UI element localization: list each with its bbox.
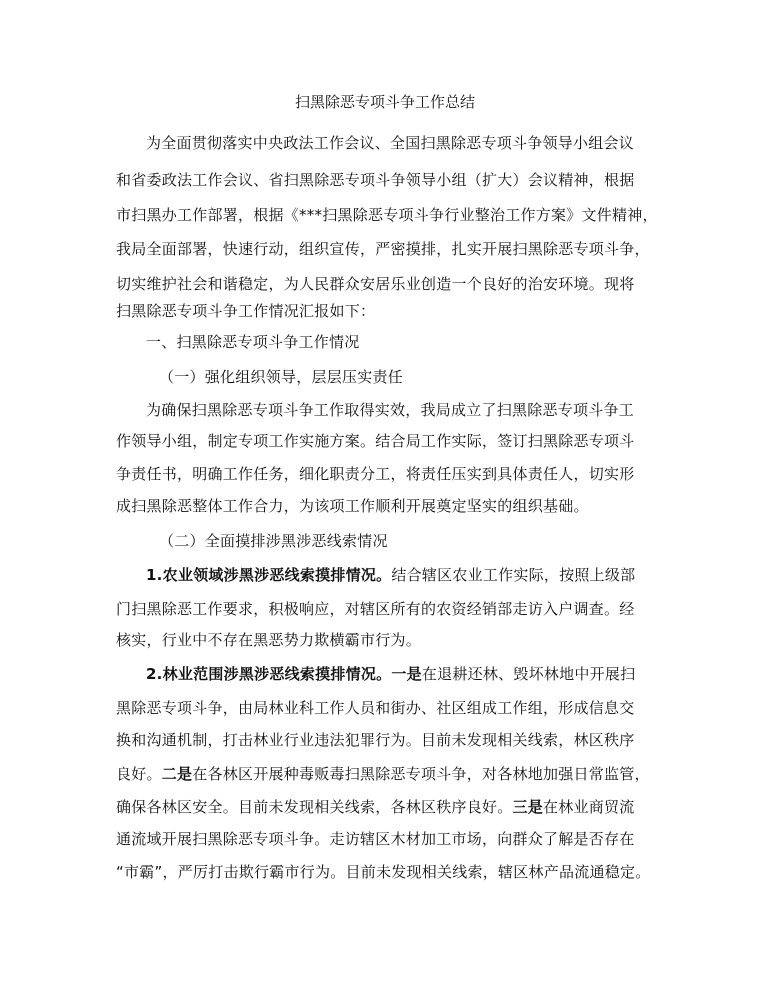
paragraph-line: “市霸”，严厉打击欺行霸市行为。目前未发现相关线索，辖区林产品流通稳定。 — [116, 863, 651, 881]
paragraph-line: 和省委政法工作会议、省扫黑除恶专项斗争领导小组（扩大）会议精神，根据 — [116, 171, 635, 189]
point-label: 三是 — [512, 798, 544, 816]
paragraph-line: 为确保扫黑除恶专项斗争工作取得实效，我局成立了扫黑除恶专项斗争工 — [146, 401, 635, 419]
subsection-heading: （二）全面摸排涉黑涉恶线索情况 — [159, 532, 388, 550]
paragraph-line: 换和沟通机制，打击林业行业违法犯罪行为。目前未发现相关线索，林区秩序 — [116, 731, 635, 749]
paragraph-line: 争责任书，明确工作任务，细化职责分工，将责任压实到具体责任人，切实形 — [116, 465, 635, 483]
paragraph-line: 作领导小组，制定专项工作实施方案。结合局工作实际，签订扫黑除恶专项斗 — [116, 432, 635, 450]
subsection-heading: （一）强化组织领导，层层压实责任 — [159, 368, 404, 386]
paragraph-line: 扫黑除恶专项斗争工作情况汇报如下： — [116, 302, 376, 320]
item-text: 在退耕还林、毁坏林地中开展扫 — [421, 665, 636, 683]
paragraph-line: 切实维护社会和谐稳定，为人民群众安居乐业创造一个良好的治安环境。现将 — [116, 275, 635, 293]
document-title: 扫黑除恶专项斗争工作总结 — [294, 93, 475, 111]
item-lead: 2.林业范围涉黑涉恶线索摸排情况。 — [146, 665, 392, 683]
paragraph-line: 通流域开展扫黑除恶专项斗争。走访辖区木材加工市场，向群众了解是否存在 — [116, 830, 635, 848]
point-label: 一是 — [391, 665, 422, 683]
point-label: 二是 — [161, 765, 193, 783]
section-heading: 一、扫黑除恶专项斗争工作情况 — [146, 333, 360, 351]
paragraph-line — [116, 764, 650, 784]
paragraph-line — [146, 664, 635, 684]
item-text: 良好。 — [116, 765, 162, 783]
paragraph-line: 成扫黑除恶整体工作合力，为该项工作顺利开展奠定坚实的组织基础。 — [116, 497, 589, 515]
item-text: 结合辖区农业工作实际，按照上级部 — [391, 566, 636, 584]
paragraph-line: 黑除恶专项斗争，由局林业科工作人员和街办、社区组成工作组，形成信息交 — [116, 699, 635, 717]
item-text: 在各林区开展种毒贩毒扫黑除恶专项斗争，对各林地加强日常监管， — [192, 765, 650, 783]
paragraph-line: 门扫黑除恶工作要求，积极响应，对辖区所有的农资经销部走访入户调查。经 — [116, 600, 635, 618]
paragraph-line — [146, 565, 635, 585]
item-text: 确保各林区安全。目前未发现相关线索，各林区秩序良好。 — [116, 798, 513, 816]
item-lead: 1.农业领域涉黑涉恶线索摸排情况。 — [146, 566, 392, 584]
paragraph-line: 市扫黑办工作部署，根据《***扫黑除恶专项斗争行业整治工作方案》文件精神， — [116, 206, 658, 224]
paragraph-line: 我局全面部署，快速行动，组织宣传，严密摸排，扎实开展扫黑除恶专项斗争， — [116, 240, 650, 258]
paragraph-line — [116, 797, 635, 817]
paragraph-line: 核实，行业中不存在黑恶势力欺横霸市行为。 — [116, 631, 422, 649]
paragraph-line: 为全面贯彻落实中央政法工作会议、全国扫黑除恶专项斗争领导小组会议 — [146, 134, 635, 152]
item-text: 在林业商贸流 — [543, 798, 635, 816]
